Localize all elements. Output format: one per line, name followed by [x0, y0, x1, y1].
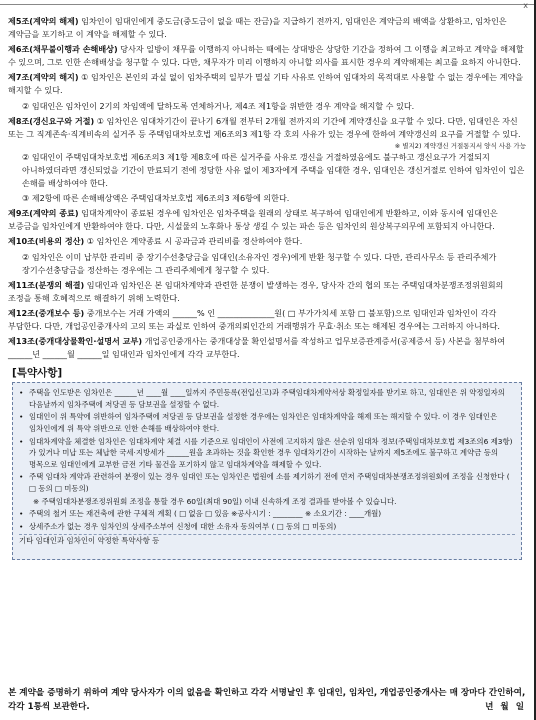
bullet-icon: • — [19, 521, 24, 531]
top-rule — [0, 1, 534, 11]
special-term-text: 주택의 철거 또는 재건축에 관한 구체적 계획 ( □ 없음 □ 있음 ※공사시기 : ________ ※ 소요기간 : ____개월) — [29, 509, 382, 519]
bullet-icon: • — [19, 412, 24, 422]
article-text: ② 임차인은 이미 납부한 관리비 중 장기수선충당금을 임대인(소유자인 경우)에게 반환 청구할 수 있다. 다만, 관리사무소 등 관리주체가 장기수선충당금을 정산하는 경우에는 그 관리주체에게 청구할 수 있다. — [22, 251, 497, 275]
special-term-text: 임대인이 위 특약에 위반하여 임차주택에 저당권 등 담보권을 설정한 경우에는 임차인은 임대차계약을 해제 또는 해지할 수 있다. 이 경우 임대인은 임차인에게 위 특약 위반으로 인한 손해를 배상하여야 한다. — [29, 412, 498, 434]
article-paragraph — [22, 251, 526, 277]
footer-statement — [8, 687, 526, 714]
article-paragraph — [8, 43, 526, 69]
article-text: ① 임차인은 계약종료 시 공과금과 관리비를 정산하여야 한다. — [86, 236, 303, 247]
article-text: ① 임차인은 본인의 과실 없이 임차주택의 일부가 멸실 기타 사유로 인하여 임대차의 목적대로 사용할 수 없는 경우에는 계약을 해지할 수 있다. — [8, 72, 524, 96]
article-text: 임대차계약이 종료된 경우에 임차인은 임차주택을 원래의 상태로 복구하여 임대인에게 반환하고, 이와 동시에 임대인은 보증금을 임차인에게 반환하여야 한다. 다만, 시설물의 노후화나 통상 생길 수 있는 파손 등은 임차인의 원상복구의무에 포함되지 아니한다. — [8, 208, 498, 232]
article-text: ② 임대인은 임차인이 2기의 차임액에 달하도록 연체하거나, 제4조 제1항을 위반한 경우 계약을 해지할 수 있다. — [22, 100, 415, 111]
footer-text: 본 계약을 증명하기 위하여 계약 당사자가 이의 없음을 확인하고 각각 서명날인 후 임대인, 임차인, 개업공인중개사는 매 장마다 간인하여, 각각 1통씩 보관한다. — [8, 688, 526, 712]
corner-mark: x — [523, 1, 528, 10]
article-title: 제11조(분쟁의 해결) — [8, 279, 85, 290]
special-term-text: 상세주소가 없는 경우 임차인의 상세주소부여 신청에 대한 소유자 동의여부 ( □ 동의 □ 미동의) — [29, 521, 337, 531]
article-text: ③ 제2항에 따른 손해배상액은 주택임대차보호법 제6조의3 제6항에 의한다. — [22, 193, 290, 204]
mediation-note: ※ 주택임대차분쟁조정위원회 조정을 통할 경우 60일(최대 90일) 이내 신속하게 조정 결과를 받아볼 수 있습니다. — [33, 496, 397, 506]
special-term-text: 주택 임대차 계약과 관련하여 분쟁이 있는 경우 임대인 또는 임차인은 법원에 소를 제기하기 전에 먼저 주택임대차분쟁조정위원회에 조정을 신청한다 ( □ 동의 □ 미동의) — [29, 472, 510, 493]
article-title: 제12조(중개보수 등) — [8, 307, 85, 318]
article-title: 제13조(중개대상물확인·설명서 교부) — [8, 336, 143, 347]
article-paragraph — [8, 115, 526, 141]
articles-section — [8, 15, 526, 361]
special-terms-etc[interactable] — [19, 534, 515, 557]
special-term-text: 주택을 인도받은 임차인은 ______년 ____월 ____일까지 주민등록(전입신고)과 주택임대차계약서상 확정일자를 받기로 하고, 임대인은 위 약정일자의 다음날까지 임차주택에 저당권 등 담보권을 설정할 수 없다. — [29, 388, 505, 409]
article-paragraph — [8, 71, 526, 97]
bullet-icon: • — [19, 388, 24, 398]
article-text: 임대인과 임차인은 본 임대차계약과 관련한 분쟁이 발생하는 경우, 당사자 간의 협의 또는 주택임대차분쟁조정위원회의 조정을 통해 호혜적으로 해결하기 위해 노력한다. — [8, 279, 504, 303]
etc-label: 기타 임대인과 임차인이 약정한 특약사항 등 — [19, 536, 160, 546]
bullet-icon: • — [19, 509, 24, 519]
article-text: 개업공인중개사는 중개대상물 확인설명서를 작성하고 업무보증관계증서(공제증서 등) 사본을 첨부하여 ______년 ______월 ______일 임대인과 임차인에게 각각 교부한다. — [8, 336, 506, 360]
article-title: 제10조(비용의 정산) — [8, 236, 85, 247]
article-text: 당사자 일방이 채무를 이행하지 아니하는 때에는 상대방은 상당한 기간을 정하여 그 이행을 최고하고 계약을 해제할 수 있으며, 그로 인한 손해배상을 청구할 수 있다. 다만, 채무자가 미리 이행하지 아니할 의사를 표시한 경우의 계약해제는 최고를 요하지 아니한다. — [8, 44, 524, 68]
article-title: 제9조(계약의 종료) — [8, 208, 79, 219]
article-text: ② 임대인이 주택임대차보호법 제6조의3 제1항 제8호에 따른 실거주를 사유로 갱신을 거절하였음에도 불구하고 갱신요구가 거절되지 아니하였더라면 갱신되었을 기간이 만료되기 전에 정당한 사유 없이 제3자에게 주택을 임대한 경우, 임대인은 갱신거절로 인하여 임차인이 입은 손해를 배상하여야 한다. — [22, 151, 525, 189]
article-paragraph — [8, 307, 526, 333]
article-text: ① 임차인은 임대차기간이 끝나기 6개월 전부터 2개월 전까지의 기간에 계약갱신을 요구할 수 있다. 다만, 임대인은 자신 또는 그 직계존속·직계비속의 실거주 등 주택임대차보호법 제6조의3 제1항 각 호의 사유가 있는 경우에 한하여 계약갱신의 요구를 거절할 수 있다. — [8, 115, 521, 139]
special-term-item — [19, 508, 515, 520]
article-paragraph — [22, 151, 526, 190]
article-text: 중개보수는 거래 가액의 ______% 인 ______________원( □ 부가가치세 포함 □ 불포함)으로 임대인과 임차인이 각각 부담한다. 다만, 개업공인중개사의 고의 또는 과실로 인하여 중개의뢰인간의 거래행위가 무효·취소 또는 해제된 경우에는 그러하지 아니하다. — [8, 307, 500, 331]
bullet-icon: • — [19, 472, 24, 482]
bullet-icon: • — [19, 436, 24, 446]
article-paragraph — [8, 335, 526, 361]
article-text: 임차인이 임대인에게 중도금(중도금이 없을 때는 잔금)을 지급하기 전까지, 임대인은 계약금의 배액을 상환하고, 임차인은 계약금을 포기하고 이 계약을 해제할 수 있다. — [8, 16, 507, 40]
special-term-item — [19, 521, 515, 533]
article-title: 제6조(채무불이행과 손해배상) — [8, 44, 118, 55]
special-term-text: 임대차계약을 체결한 임차인은 임대차계약 체결 시를 기준으로 임대인이 사전에 고지하지 않은 선순위 임대차 정보(주택임대차보호법 제3조의6 제3항)가 있거나 미납 또는 체납한 국세·지방세가 ______원을 초과하는 것을 확인한 경우 임대차기간이 시작하는 날까지 제5조에도 불구하고 계약금 등의 명목으로 임대인에게 교부한 금전 기타 물건을 포기하지 않고 임대차계약을 해제할 수 있다. — [29, 436, 513, 469]
special-term-item — [19, 411, 515, 434]
special-term-item — [19, 387, 515, 410]
article-paragraph — [8, 235, 526, 248]
article-paragraph — [8, 207, 526, 233]
footer-date: 년 월 일 — [485, 701, 526, 712]
article-title: 제7조(계약의 해지) — [8, 72, 79, 83]
article-paragraph — [22, 192, 526, 205]
special-term-item — [19, 436, 515, 471]
article-paragraph — [22, 100, 526, 113]
article-paragraph — [8, 279, 526, 305]
article-paragraph — [8, 15, 526, 41]
renewal-refusal-note: ※ 별지2) 계약갱신 거절통지서 양식 사용 가능 — [394, 141, 526, 150]
article-title: 제8조(갱신요구와 거절) — [8, 115, 95, 126]
special-terms-box — [12, 382, 522, 560]
special-term-item — [19, 471, 515, 494]
special-terms-title: [특약사항] — [12, 367, 63, 380]
article-title: 제5조(계약의 해제) — [8, 16, 79, 26]
